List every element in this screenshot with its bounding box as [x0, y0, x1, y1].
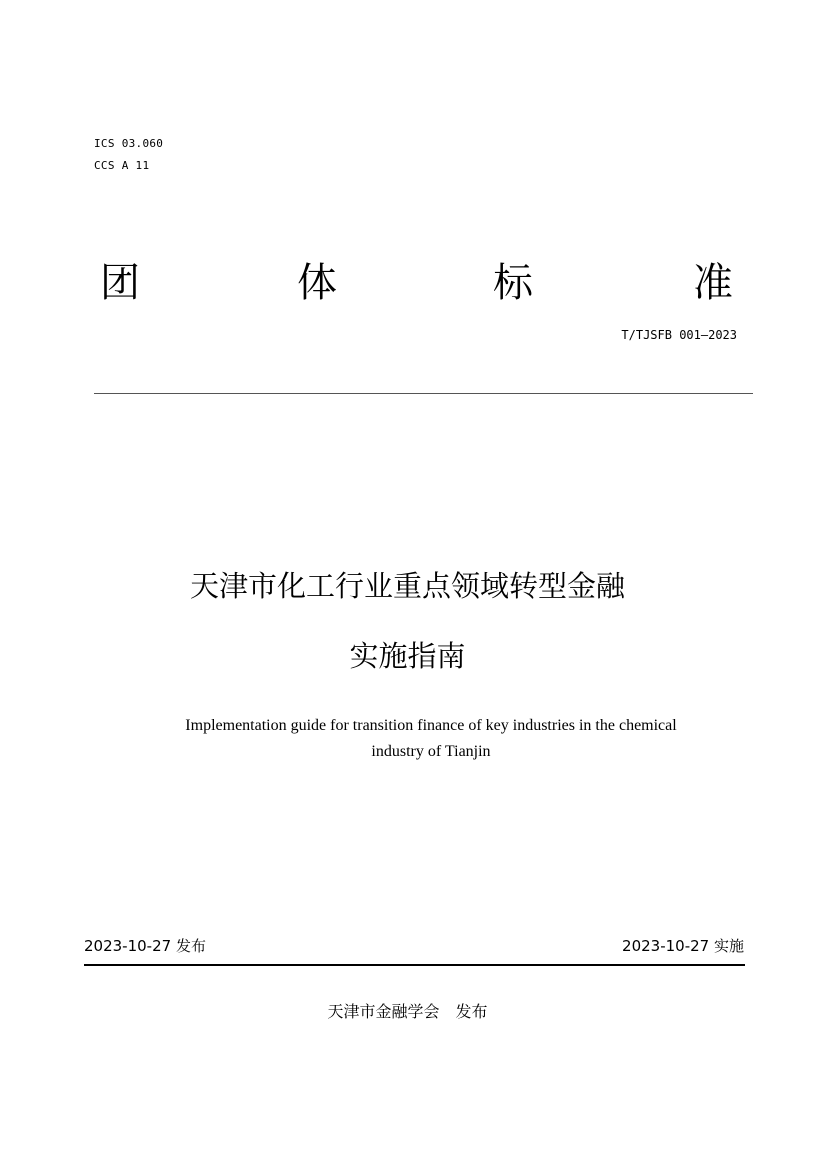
ics-code: ICS 03.060 [94, 137, 164, 150]
standard-type-char-1: 团 [100, 260, 140, 306]
header-divider [94, 393, 753, 394]
footer-divider [84, 964, 745, 966]
standard-type-char-3: 标 [493, 260, 533, 306]
title-cn-line-2: 实施指南 [349, 639, 466, 673]
title-en-line-2: industry of Tianjin [371, 743, 491, 760]
title-cn-line-1: 天津市化工行业重点领域转型金融 [189, 569, 625, 603]
standard-number: T/TJSFB 001—2023 [621, 328, 737, 342]
standard-type-char-2: 体 [297, 260, 337, 306]
publish-date: 2023-10-27 发布 [84, 937, 206, 955]
title-en-line-1: Implementation guide for transition finance of key industries in the chemical [185, 717, 677, 734]
publisher: 天津市金融学会 发布 [327, 1002, 488, 1021]
standard-type-char-4: 准 [693, 260, 733, 306]
ccs-code: CCS A 11 [94, 159, 150, 172]
implement-date: 2023-10-27 实施 [622, 937, 744, 955]
